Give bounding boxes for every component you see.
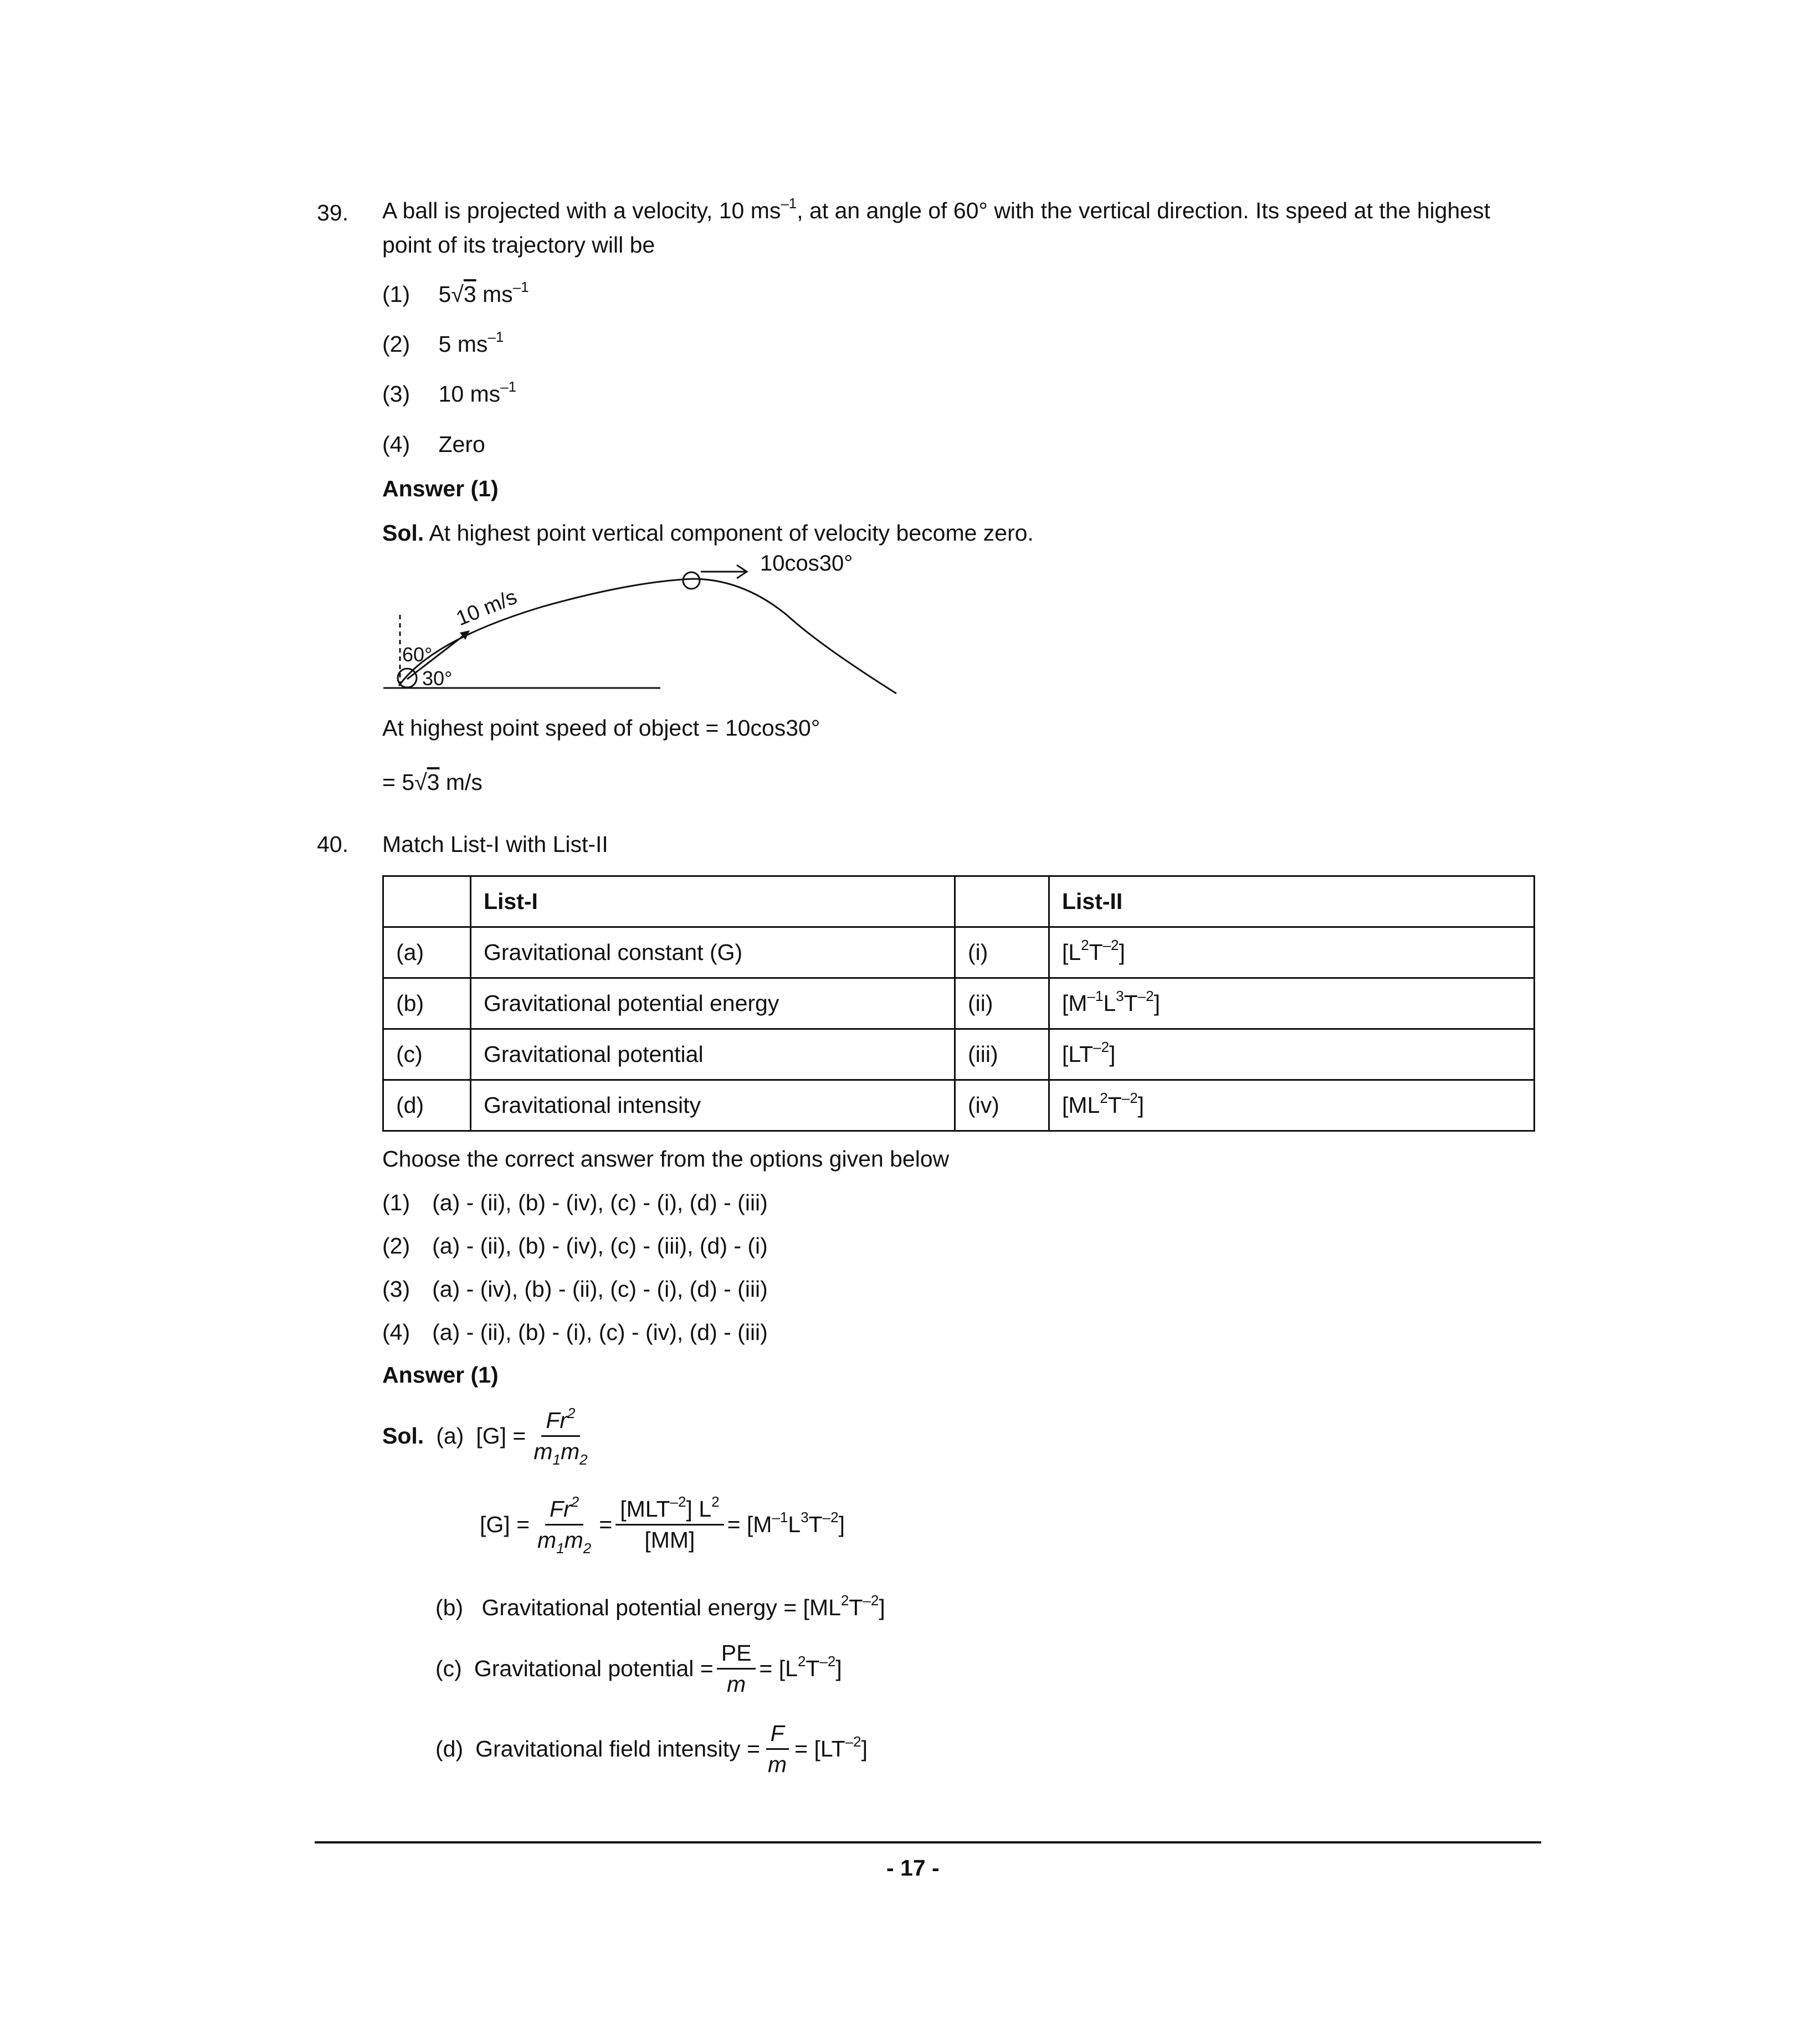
row-dimension: $[M^{-1}L^3T^{-2}]$: [1049, 978, 1535, 1029]
table-row: [383, 978, 1535, 1029]
row-item: Gravitational potential energy: [471, 978, 955, 1029]
list-2-header: List-II: [1049, 876, 1535, 927]
row-item: Gravitational potential: [471, 1029, 955, 1080]
ball-at-top: [683, 572, 700, 589]
fraction-pe-over-m: $\frac{PE}{m}$: [717, 1640, 756, 1698]
fraction-dimensions: $\frac{[MLT^{-2}] L^2}{[MM]}$: [615, 1496, 724, 1554]
row-key: (i): [955, 927, 1049, 978]
question-number-39: 39.: [317, 200, 348, 225]
row-dimension: $[LT^{-2}]$: [1049, 1029, 1535, 1080]
q39-result-line-b: = 5√3 m/s: [382, 769, 483, 795]
q39-answer: Answer (1): [382, 476, 499, 501]
page-number: - 17 -: [886, 1855, 940, 1881]
row-item: Gravitational constant (G): [471, 927, 955, 978]
q39-result-line-a: At highest point speed of object = 10cos30°: [382, 715, 820, 741]
row-key: (c): [383, 1029, 471, 1080]
fraction-f-over-m: $\frac{F}{m}$: [763, 1720, 791, 1778]
question-39-text-line1: A ball is projected with a velocity, 10 $ms^{-1}$, at an angle of 60° with the vertical direction. Its speed at the highest: [382, 195, 1490, 223]
table-cell: [955, 876, 1049, 927]
q39-option-2: (2) 5 $ms^{-1}$: [382, 328, 504, 357]
ball-at-launch: [398, 669, 417, 687]
q39-option-1: (1) 5√3 $ms^{-1}$: [382, 279, 529, 307]
label-60deg: 60°: [402, 643, 433, 666]
table-row: [383, 1029, 1535, 1080]
q40-sol-c: (c) Gravitational potential = $\frac{PE}{m}$ = $[L^2T^{-2}]$: [435, 1640, 842, 1698]
row-key: (iv): [955, 1080, 1049, 1131]
q40-sol-b: (b) Gravitational potential energy = $[ML^2T^{-2}]$: [435, 1592, 885, 1620]
question-39-text-line2: point of its trajectory will be: [382, 232, 655, 258]
label-30deg: 30°: [422, 667, 453, 690]
row-key: (b): [383, 978, 471, 1029]
table-row: [383, 927, 1535, 978]
match-table: [382, 875, 1535, 1132]
row-key: (ii): [955, 978, 1049, 1029]
fraction-fr2-over-m1m2: $\frac{Fr^2}{m_1m_2}$: [537, 1493, 592, 1557]
row-dimension: $[ML^2T^{-2}]$: [1049, 1080, 1535, 1131]
row-key: (d): [383, 1080, 471, 1131]
footer-rule: [315, 1841, 1541, 1843]
question-40-text: Match List-I with List-II: [382, 831, 608, 857]
list-1-header: List-I: [471, 876, 955, 927]
q39-option-4: (4) Zero: [382, 432, 485, 457]
row-dimension: $[L^2T^{-2}]$: [1049, 927, 1535, 978]
table-row: [383, 1080, 1535, 1131]
table-cell: [383, 876, 471, 927]
q40-sol-a-line1: Sol. (a) [G] = $\frac{Fr^2}{m_1m_2}$: [382, 1407, 596, 1465]
q40-option-2: (2) (a) - (ii), (b) - (iv), (c) - (iii), (d) - (i): [382, 1233, 768, 1259]
label-10cos30: 10cos30°: [760, 551, 853, 576]
fraction-fr2-over-m1m2: $\frac{Fr^2}{m_1m_2}$: [533, 1405, 588, 1468]
q40-answer: Answer (1): [382, 1362, 499, 1388]
q39-option-3: (3) 10 $ms^{-1}$: [382, 378, 517, 407]
q40-sol-a-line2: [G] = $\frac{Fr^2}{m_1m_2}$ = $\frac{[MLT^{-2}] L^2}{[MM]}$ = $[M^{-1}L^3T^{-2}]$: [480, 1493, 845, 1557]
q40-option-1: (1) (a) - (ii), (b) - (iv), (c) - (i), (d) - (iii): [382, 1190, 768, 1215]
q40-choose-text: Choose the correct answer from the options given below: [382, 1146, 950, 1172]
q39-solution-line: Sol. At highest point vertical component of velocity become zero.: [382, 520, 1034, 546]
row-key: (a): [383, 927, 471, 978]
trajectory-curve: [399, 579, 896, 694]
q40-option-3: (3) (a) - (iv), (b) - (ii), (c) - (i), (d) - (iii): [382, 1276, 768, 1302]
q40-option-4: (4) (a) - (ii), (b) - (i), (c) - (iv), (d) - (iii): [382, 1319, 768, 1345]
table-header-row: [383, 876, 1535, 927]
label-10ms: 10 m/s: [453, 585, 521, 631]
row-item: Gravitational intensity: [471, 1080, 955, 1131]
row-key: (iii): [955, 1029, 1049, 1080]
projectile-diagram: [377, 548, 903, 703]
q40-sol-d: (d) Gravitational field intensity = $\frac{F}{m}$ = $[LT^{-2}]$: [435, 1720, 868, 1778]
question-number-40: 40.: [317, 831, 348, 857]
